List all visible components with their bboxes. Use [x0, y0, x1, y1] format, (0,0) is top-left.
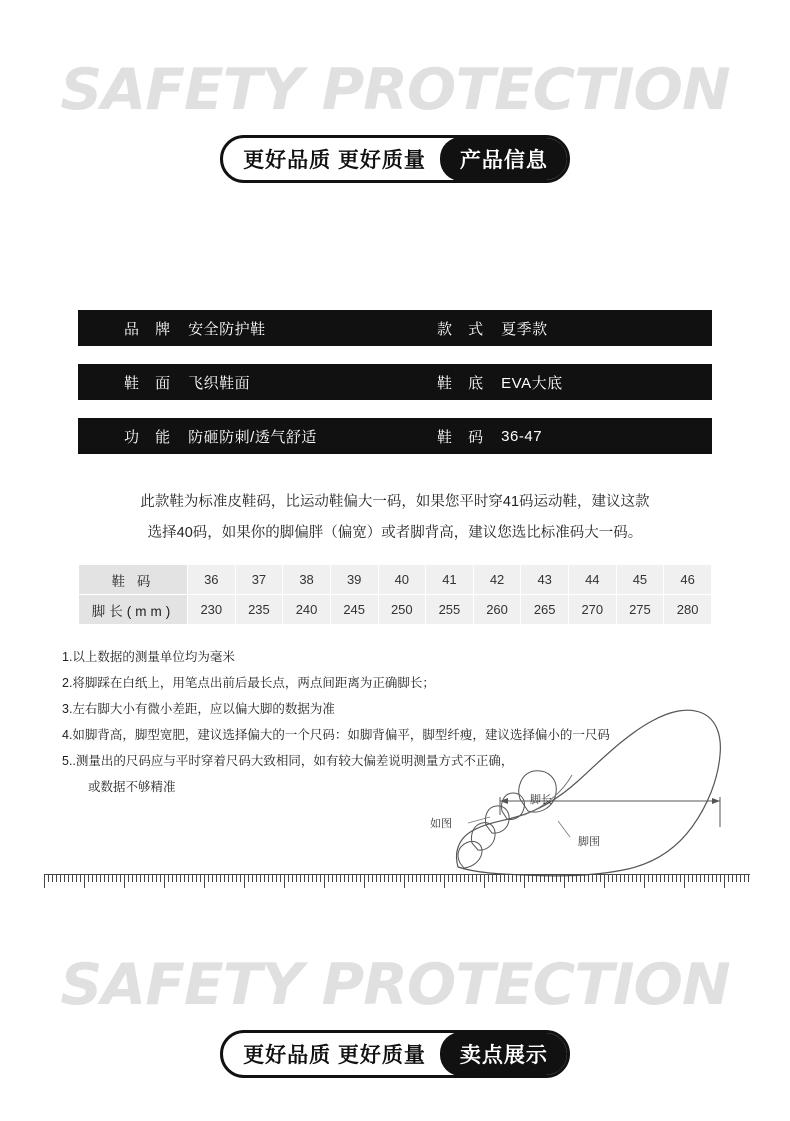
foot-length-cell: 230 [188, 595, 236, 625]
spec-row [78, 364, 712, 400]
table-row [79, 565, 712, 595]
toe-shape [471, 823, 495, 850]
size-cell: 43 [521, 565, 569, 595]
spec-cell-upper [78, 372, 395, 393]
size-cell: 37 [235, 565, 283, 595]
size-row-header: 鞋 码 [79, 565, 188, 595]
figure-label-foot-length: 脚长 [530, 794, 552, 806]
ruler-svg [44, 874, 750, 890]
sizing-paragraph-line-1: 此款鞋为标准皮鞋码，比运动鞋偏大一码，如果您平时穿41码运动鞋，建议这款 [140, 494, 650, 510]
spec-cell-brand [78, 318, 395, 339]
foot-length-cell: 275 [616, 595, 664, 625]
top-banner-pill-left-label: 更好品质 更好质量 [243, 149, 426, 172]
foot-length-cell: 245 [330, 595, 378, 625]
bottom-banner-pill-left-label: 更好品质 更好质量 [243, 1044, 426, 1067]
top-banner [0, 57, 790, 202]
size-cell: 42 [473, 565, 521, 595]
bottom-banner-pill [220, 1030, 570, 1078]
size-cell: 40 [378, 565, 426, 595]
ruler-ticks [45, 875, 749, 888]
foot-width-leader-line [558, 821, 570, 837]
foot-length-cell: 250 [378, 595, 426, 625]
spec-cell-size-range [395, 426, 712, 447]
product-spec-block [78, 310, 712, 472]
toe-shape [458, 841, 482, 868]
foot-length-cell: 265 [521, 595, 569, 625]
spec-value-function: 防砸防刺/透气舒适 [188, 428, 317, 446]
table-row [79, 595, 712, 625]
sizing-paragraph-line-2: 选择40码，如果你的脚偏胖（偏宽）或者脚背高，建议您选比标准码大一码。 [147, 525, 643, 541]
bottom-banner-pill-right-label: 卖点展示 [440, 1032, 568, 1076]
arrow-left-icon [500, 798, 508, 804]
note-item: 2.将脚踩在白纸上，用笔点出前后最长点，两点间距离为正确脚长； [62, 676, 435, 690]
spec-value-upper: 飞织鞋面 [188, 374, 251, 392]
spec-key-brand: 品 牌 [124, 320, 177, 338]
top-banner-pill-right-label: 产品信息 [440, 137, 568, 181]
bottom-banner [0, 952, 790, 1097]
spec-key-function: 功 能 [124, 428, 177, 446]
arrow-right-icon [712, 798, 720, 804]
size-cell: 44 [569, 565, 617, 595]
foot-length-row-header: 脚长(mm) [79, 595, 188, 625]
spec-cell-function [78, 426, 395, 447]
top-banner-pill [220, 135, 570, 183]
foot-length-cell: 280 [664, 595, 712, 625]
ruler-graphic [44, 874, 750, 890]
spec-cell-style [395, 318, 712, 339]
foot-length-cell: 260 [473, 595, 521, 625]
spec-key-sole: 鞋 底 [437, 374, 490, 392]
note-item: 3.左右脚大小有微小差距，应以偏大脚的数据为准 [62, 702, 335, 716]
foot-length-cell: 255 [426, 595, 474, 625]
top-banner-pill-wrap [0, 135, 790, 183]
spec-key-style: 款 式 [437, 320, 490, 338]
foot-outline-path [457, 710, 721, 876]
note-item: 5..测量出的尺码应与平时穿着尺码大致相同，如有较大偏差说明测量方式不正确， [62, 754, 514, 768]
spec-row [78, 418, 712, 454]
note-item-continuation: 或数据不够精准 [88, 780, 176, 794]
bottom-banner-pill-wrap [0, 1030, 790, 1078]
bottom-banner-ghost-text: SAFETY PROTECTION [60, 952, 730, 1018]
figure-label-foot-width: 脚围 [578, 836, 600, 848]
note-item: 4.如脚背高，脚型宽肥，建议选择偏大的一个尺码：如脚背偏平，脚型纤瘦，建议选择偏小的一尺码 [62, 728, 610, 742]
size-cell: 38 [283, 565, 331, 595]
spec-key-size-range: 鞋 码 [437, 428, 490, 446]
spec-value-size-range: 36-47 [501, 427, 543, 445]
spec-value-brand: 安全防护鞋 [188, 320, 266, 338]
sizing-paragraph [78, 487, 712, 549]
size-cell: 45 [616, 565, 664, 595]
foot-outline-svg [420, 687, 750, 887]
spec-value-sole: EVA大底 [501, 374, 563, 392]
spec-row [78, 310, 712, 346]
spec-key-upper: 鞋 面 [124, 374, 177, 392]
note-item: 1.以上数据的测量单位均为毫米 [62, 650, 235, 664]
size-cell: 41 [426, 565, 474, 595]
size-chart-table [78, 564, 712, 625]
spec-value-style: 夏季款 [501, 320, 548, 338]
figure-label-as-shown: 如图 [430, 818, 452, 830]
as-shown-leader-line [468, 817, 490, 823]
foot-length-cell: 270 [569, 595, 617, 625]
top-banner-ghost-text: SAFETY PROTECTION [60, 57, 730, 123]
size-cell: 46 [664, 565, 712, 595]
size-cell: 39 [330, 565, 378, 595]
foot-length-cell: 240 [283, 595, 331, 625]
foot-measurement-diagram [420, 687, 750, 887]
spec-cell-sole [395, 372, 712, 393]
size-cell: 36 [188, 565, 236, 595]
foot-length-cell: 235 [235, 595, 283, 625]
